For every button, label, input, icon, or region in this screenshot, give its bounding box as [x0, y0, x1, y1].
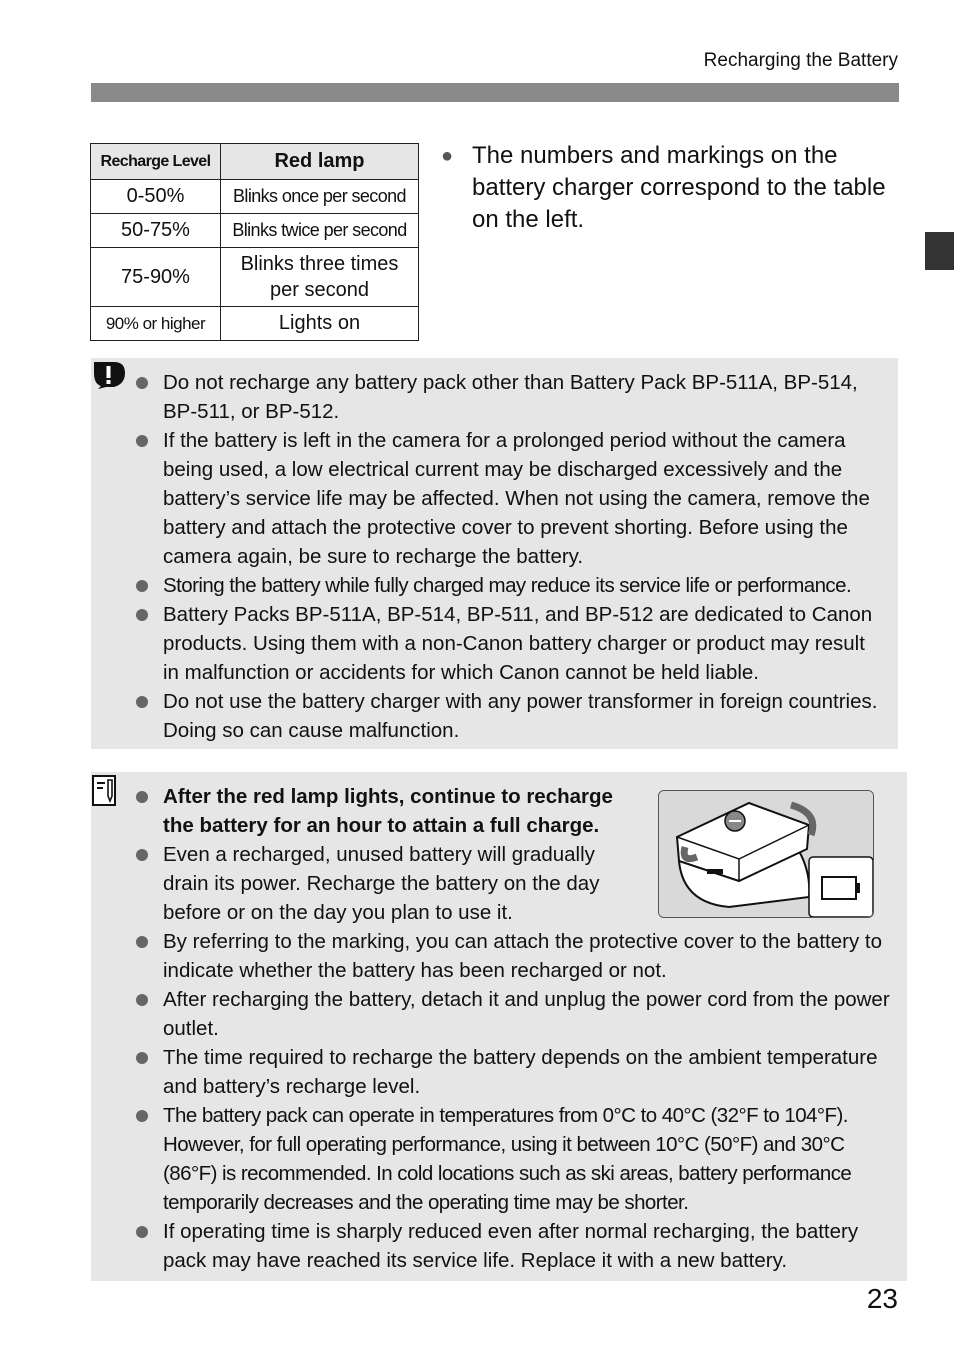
- table-header-row: [91, 144, 419, 180]
- bullet-icon: [136, 849, 148, 861]
- table-row: [91, 307, 419, 341]
- list-item: After the red lamp lights, continue to recharge the battery for an hour to attain a full charge.: [136, 782, 643, 840]
- header-bar: [91, 83, 899, 102]
- table-row: [91, 248, 419, 307]
- table-cell-lamp: Blinks twice per second: [221, 214, 419, 248]
- list-item: Do not recharge any battery pack other than Battery Pack BP-511A, BP-514, BP-511, or BP-512.: [136, 368, 886, 426]
- bullet-icon: [136, 435, 148, 447]
- bullet-icon: [136, 1052, 148, 1064]
- list-item: If the battery is left in the camera for a prolonged period without the camera being used, a low electrical current may be discharged excessively and the battery’s service life may be affected. When not using the camera, remove the battery and attach the protective cover to prevent shorting. Before using the camera again, be sure to recharge the battery.: [136, 426, 886, 571]
- intro-text: The numbers and markings on the battery charger correspond to the table on the left.: [472, 142, 886, 233]
- bullet-icon: [136, 1110, 148, 1122]
- list-item: The battery pack can operate in temperatures from 0°C to 40°C (32°F to 104°F). However, for full operating performance, using it between 10°C (50°F) and 30°C (86°F) is recommended. In cold locations such as ski areas, battery performance temporarily decreases and the operating time may be shorter.: [136, 1101, 901, 1217]
- chapter-side-tab: [925, 232, 954, 270]
- list-item: If operating time is sharply reduced even after normal recharging, the battery pack may have reached its service life. Replace it with a new battery.: [136, 1217, 901, 1275]
- table-cell-lamp: Blinks three times per second: [221, 248, 419, 307]
- list-item: Battery Packs BP-511A, BP-514, BP-511, and BP-512 are dedicated to Canon products. Using them with a non-Canon battery charger or product may result in malfunction or accidents for which Canon cannot be held liable.: [136, 600, 886, 687]
- bullet-icon: ●: [441, 145, 454, 167]
- table-cell-level: 90% or higher: [91, 307, 221, 341]
- caution-list: [136, 368, 886, 745]
- table-cell-level: 75-90%: [91, 248, 221, 307]
- bullet-icon: [136, 791, 148, 803]
- memo-box: [91, 772, 907, 1281]
- bullet-icon: [136, 994, 148, 1006]
- bullet-icon: [136, 936, 148, 948]
- table-row: [91, 180, 419, 214]
- list-item: After recharging the battery, detach it and unplug the power cord from the power outlet.: [136, 985, 901, 1043]
- table-cell-lamp: Lights on: [221, 307, 419, 341]
- bullet-icon: [136, 609, 148, 621]
- bullet-icon: [136, 580, 148, 592]
- memo-icon: [91, 774, 121, 810]
- table-cell-lamp: Blinks once per second: [221, 180, 419, 214]
- table-header-red-lamp: Red lamp: [221, 144, 419, 180]
- list-item: Do not use the battery charger with any power transformer in foreign countries. Doing so can cause malfunction.: [136, 687, 886, 745]
- list-item: The time required to recharge the battery depends on the ambient temperature and battery’s recharge level.: [136, 1043, 901, 1101]
- caution-box: [91, 358, 898, 749]
- recharge-level-table: [90, 143, 419, 341]
- table-row: [91, 214, 419, 248]
- memo-list: [136, 782, 901, 1275]
- bullet-icon: [136, 696, 148, 708]
- table-cell-level: 50-75%: [91, 214, 221, 248]
- table-header-recharge-level: Recharge Level: [91, 144, 221, 180]
- header-title: Recharging the Battery: [703, 50, 898, 71]
- bullet-icon: [136, 1226, 148, 1238]
- list-item: By referring to the marking, you can attach the protective cover to the battery to indicate whether the battery has been recharged or not.: [136, 927, 901, 985]
- list-item: Even a recharged, unused battery will gradually drain its power. Recharge the battery on the day before or on the day you plan to use it.: [136, 840, 643, 927]
- bullet-icon: [136, 377, 148, 389]
- table-cell-level: 0-50%: [91, 180, 221, 214]
- list-item: Storing the battery while fully charged may reduce its service life or performance.: [136, 571, 886, 600]
- caution-icon: [90, 359, 130, 399]
- page-number: 23: [866, 1283, 898, 1314]
